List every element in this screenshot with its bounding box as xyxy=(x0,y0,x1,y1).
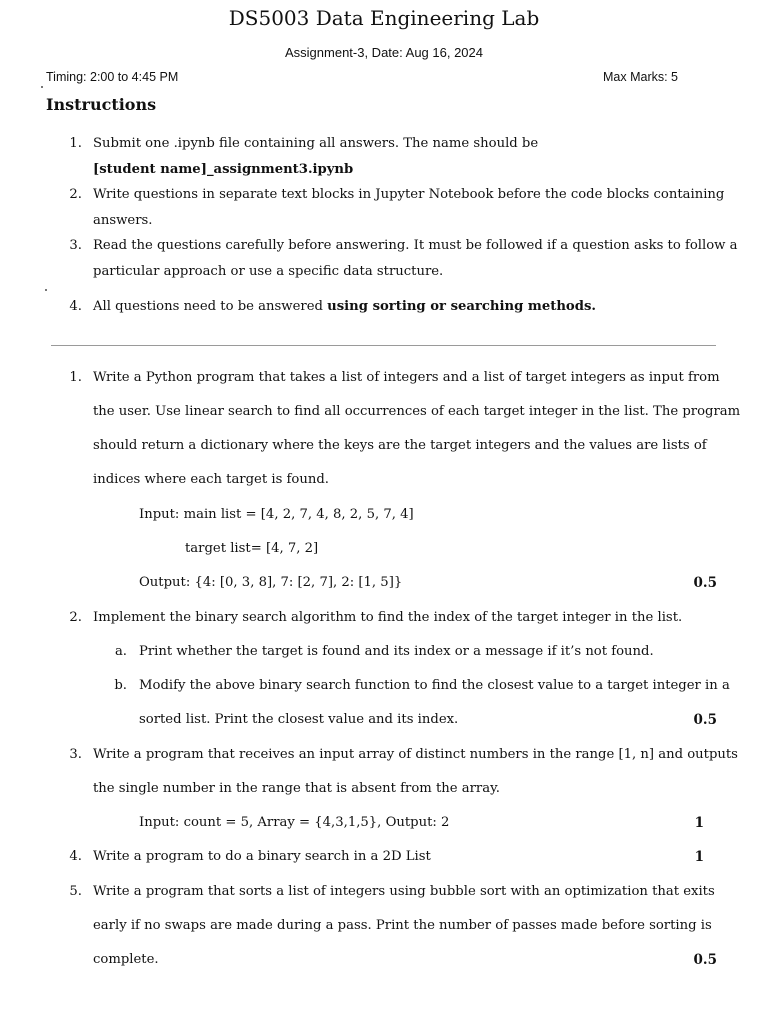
scan-speck xyxy=(45,289,47,291)
instruction-text-emphasis: using sorting or searching methods. xyxy=(327,299,596,314)
instruction-number: 3. xyxy=(69,238,82,253)
question-number: 1. xyxy=(69,370,82,385)
question-text: Write a program that receives an input array of distinct numbers in the range [1, n] and outputs xyxy=(93,747,738,762)
instruction-text: Submit one .ipynb file containing all answers. The name should be xyxy=(93,136,539,151)
document-title: DS5003 Data Engineering Lab xyxy=(228,6,540,30)
question-number: 5. xyxy=(69,884,82,899)
section-divider xyxy=(51,345,716,346)
instruction-text: Write questions in separate text blocks in Jupyter Notebook before the code blocks containing xyxy=(93,187,725,202)
example-output: Output: {4: [0, 3, 8], 7: [2, 7], 2: [1, 5]} xyxy=(139,575,403,590)
instruction-number: 1. xyxy=(69,136,82,151)
example-input: Input: main list = [4, 2, 7, 4, 8, 2, 5, 7, 4] xyxy=(139,507,414,522)
question-text: Write a Python program that takes a list of integers and a list of target integers as input from xyxy=(93,370,720,385)
example-target: target list= [4, 7, 2] xyxy=(185,541,319,556)
question-text: indices where each target is found. xyxy=(93,472,329,487)
question-text: the user. Use linear search to find all occurrences of each target integer in the list. The program xyxy=(93,404,741,419)
timing-text: Timing: 2:00 to 4:45 PM xyxy=(46,70,179,84)
question-text: Write a program to do a binary search in a 2D List xyxy=(93,849,431,864)
assignment-subtitle: Assignment-3, Date: Aug 16, 2024 xyxy=(284,45,483,60)
instructions-heading: Instructions xyxy=(46,95,157,114)
instruction-number: 4. xyxy=(69,299,82,314)
instruction-number: 2. xyxy=(69,187,82,202)
question-marks: 0.5 xyxy=(693,575,717,591)
question-text: complete. xyxy=(93,952,159,967)
question-text: the single number in the range that is absent from the array. xyxy=(93,781,500,796)
question-text: Implement the binary search algorithm to find the index of the target integer in the list. xyxy=(93,610,683,625)
instruction-text-plain: All questions need to be answered xyxy=(93,299,328,314)
question-marks: 0.5 xyxy=(693,952,717,968)
question-number: 3. xyxy=(69,747,82,762)
instruction-text xyxy=(93,299,596,314)
scan-speck xyxy=(41,86,43,88)
question-number: 4. xyxy=(69,849,82,864)
question-text: should return a dictionary where the keys are the target integers and the values are lists of xyxy=(93,438,707,453)
instruction-text: particular approach or use a specific data structure. xyxy=(93,264,444,279)
question-marks: 1 xyxy=(694,849,704,865)
subitem-text: Print whether the target is found and its index or a message if it’s not found. xyxy=(139,644,654,659)
question-number: 2. xyxy=(69,610,82,625)
subitem-label: b. xyxy=(114,678,127,693)
example-io: Input: count = 5, Array = {4,3,1,5}, Output: 2 xyxy=(139,815,450,830)
subitem-text: Modify the above binary search function to find the closest value to a target integer in a xyxy=(139,678,730,693)
question-marks: 1 xyxy=(694,815,704,831)
instruction-text: answers. xyxy=(93,213,153,228)
instruction-filename: [student name]_assignment3.ipynb xyxy=(93,162,354,177)
subitem-text: sorted list. Print the closest value and its index. xyxy=(139,712,459,727)
question-text: Write a program that sorts a list of integers using bubble sort with an optimization that exits xyxy=(93,884,715,899)
question-text: early if no swaps are made during a pass. Print the number of passes made before sorting is xyxy=(93,918,712,933)
max-marks-text: Max Marks: 5 xyxy=(603,70,679,84)
subitem-label: a. xyxy=(114,644,127,659)
question-marks: 0.5 xyxy=(693,712,717,728)
instruction-text: Read the questions carefully before answering. It must be followed if a question asks to follow a xyxy=(93,238,738,253)
